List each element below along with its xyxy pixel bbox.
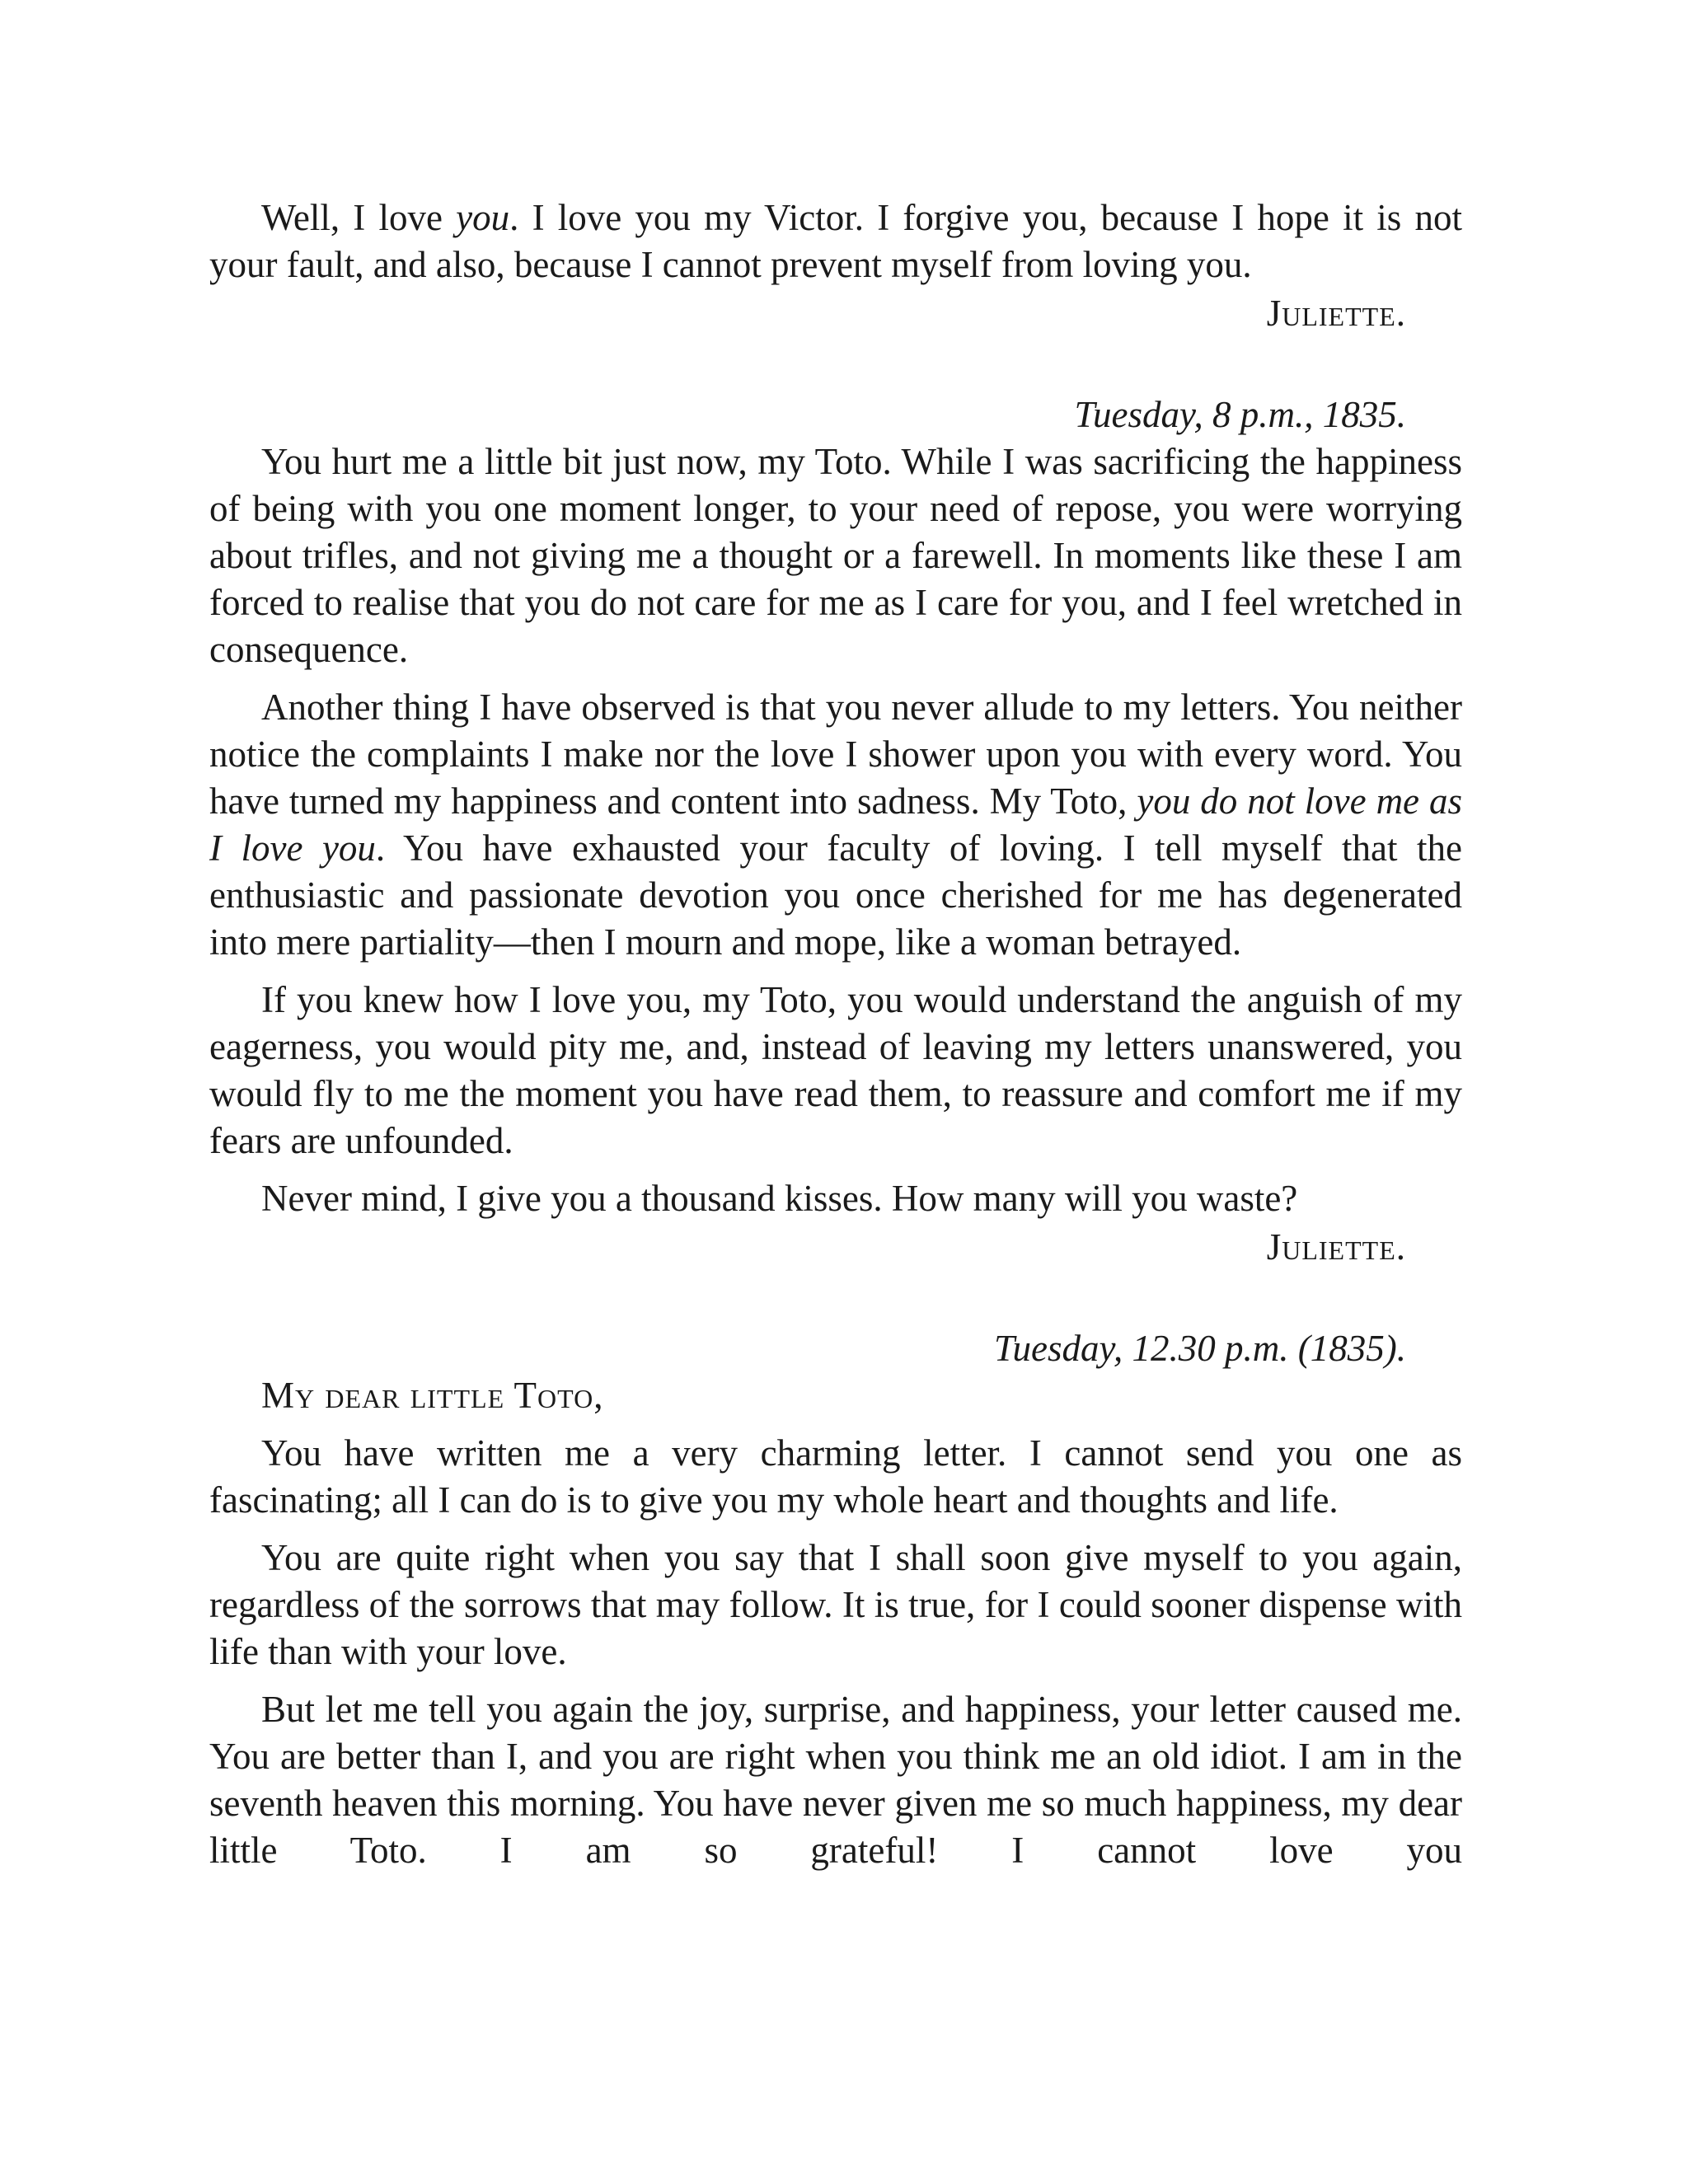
letter2-paragraph-1: You hurt me a little bit just now, my Toto. While I was sacrificing the happiness of being with you one moment longer, to your need of repose, you were worrying about trifles, and not giving me a thought or a farewell. In moments like these I am forced to realise that you do not care for me as I care for you, and I feel wretched in consequence. — [209, 441, 1462, 670]
letter3-paragraph-1: You have written me a very charming letter. I cannot send you one as fascinating; all I can do is to give you my whole heart and thoughts and life. — [209, 1432, 1462, 1521]
letter2-p2-emphasis: you do not love me as I love you — [209, 780, 1462, 869]
letter2-paragraph-3: If you knew how I love you, my Toto, you would understand the anguish of my eagerness, you would pity me, and, instead of leaving my letters unanswered, you would fly to me the moment you have read them, to reassure and comfort me if my fears are unfounded. — [209, 979, 1462, 1161]
letter2-dateline: Tuesday, 8 p.m., 1835. — [1074, 394, 1406, 435]
letter3-dateline: Tuesday, 12.30 p.m. (1835). — [994, 1328, 1406, 1369]
letter1-emphasis: you — [456, 197, 510, 238]
letter2-p2-text-a: Another thing I have observed is that you never allude to my letters. You neither notice the complaints I make nor the love I shower upon you with every word. You have turned my happiness and content into sadness. My Toto, — [209, 687, 1462, 822]
letter1-signature: Juliette. — [1266, 293, 1406, 334]
letter1-text-b: . I love you my Victor. I forgive you, because I hope it is not your fault, and also, because I cannot prevent myself from loving you. — [209, 197, 1462, 285]
letter2-p2-text-b: . You have exhausted your faculty of loving. I tell myself that the enthusiastic and passionate devotion you once cherished for me has degenerated into mere partiality—then I mourn and mope, like a woman betrayed. — [209, 827, 1462, 963]
letter2-paragraph-4: Never mind, I give you a thousand kisses. How many will you waste? — [261, 1178, 1298, 1219]
letter2-paragraph-2 — [209, 684, 1462, 966]
letter1-text-a: Well, I love — [261, 197, 457, 238]
letter2-signature: Juliette. — [1266, 1226, 1406, 1268]
letter3-salutation: My dear little Toto, — [261, 1375, 604, 1416]
letter3-paragraph-3: But let me tell you again the joy, surprise, and happiness, your letter caused me. You are better than I, and you are right when you think me an old idiot. I am in the seventh heaven this morning. You have never given me so much happiness, my dear little Toto. I am so grateful! I cannot love you — [209, 1689, 1462, 1871]
letter3-paragraph-2: You are quite right when you say that I shall soon give myself to you again, regardless of the sorrows that may follow. It is true, for I could sooner dispense with life than with your love. — [209, 1537, 1462, 1672]
letter1-paragraph — [209, 194, 1462, 288]
book-page — [209, 194, 1462, 1874]
